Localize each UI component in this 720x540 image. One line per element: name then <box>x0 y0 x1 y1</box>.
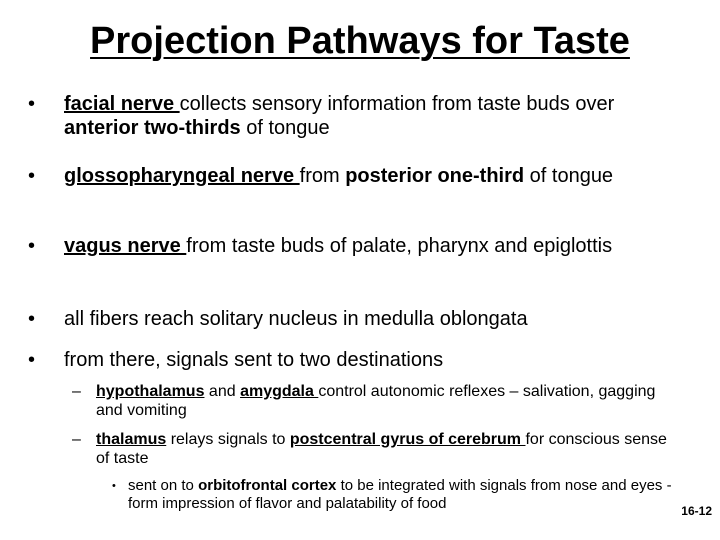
term-orbitofrontal-cortex: orbitofrontal cortex <box>198 477 337 494</box>
sub-sub-bullet-orbitofrontal <box>112 477 702 513</box>
bullet-text: vagus nerve from taste buds of palate, pharynx and epiglottis <box>64 235 613 257</box>
bullet-text: all fibers reach solitary nucleus in medulla oblongata <box>64 308 528 330</box>
bullet-marker: • <box>28 235 36 257</box>
term-vagus-nerve: vagus nerve <box>64 235 187 257</box>
term-postcentral-gyrus: postcentral gyrus of cerebrum <box>289 431 526 448</box>
term-glossopharyngeal-nerve: glossopharyngeal nerve <box>64 165 300 187</box>
sub-bullet-thalamus <box>72 430 672 468</box>
term-posterior-one-third: posterior one-third <box>345 165 525 187</box>
bullet-glossopharyngeal-nerve <box>28 164 688 188</box>
term-amygdala: amygdala <box>240 383 319 400</box>
sub-bullet-text: thalamus relays signals to postcentral gyrus of cerebrum for conscious sense of taste <box>96 431 667 467</box>
bullet-marker: • <box>28 308 36 330</box>
bullet-solitary-nucleus <box>28 307 688 331</box>
sub-bullet-text: hypothalamus and amygdala control autonomic reflexes – salivation, gagging and vomiting <box>96 383 656 419</box>
bullet-marker: • <box>28 349 36 371</box>
dash-marker: – <box>72 383 81 400</box>
bullet-text: glossopharyngeal nerve from posterior one-third of tongue <box>64 165 614 187</box>
bullet-two-destinations <box>28 348 688 372</box>
page-number: 16-12 <box>681 504 712 518</box>
slide-title: Projection Pathways for Taste <box>90 20 630 62</box>
term-hypothalamus: hypothalamus <box>96 383 205 400</box>
term-thalamus: thalamus <box>96 431 167 448</box>
sub-bullet-hypothalamus <box>72 382 672 420</box>
dash-marker: – <box>72 431 81 448</box>
term-anterior-two-thirds: anterior two-thirds <box>64 117 241 139</box>
bullet-marker: • <box>28 93 36 115</box>
bullet-vagus-nerve <box>28 234 688 258</box>
term-facial-nerve: facial nerve <box>64 93 180 115</box>
bullet-text: from there, signals sent to two destinations <box>64 349 444 371</box>
sub-sub-bullet-text: sent on to orbitofrontal cortex to be integrated with signals from nose and eyes - form impression of flavor and palatability of food <box>128 477 672 512</box>
bullet-marker: • <box>28 165 36 187</box>
bullet-facial-nerve <box>28 92 688 140</box>
bullet-text: facial nerve collects sensory information from taste buds over anterior two-thirds of tongue <box>64 93 615 139</box>
bullet-marker-small: • <box>112 480 116 492</box>
